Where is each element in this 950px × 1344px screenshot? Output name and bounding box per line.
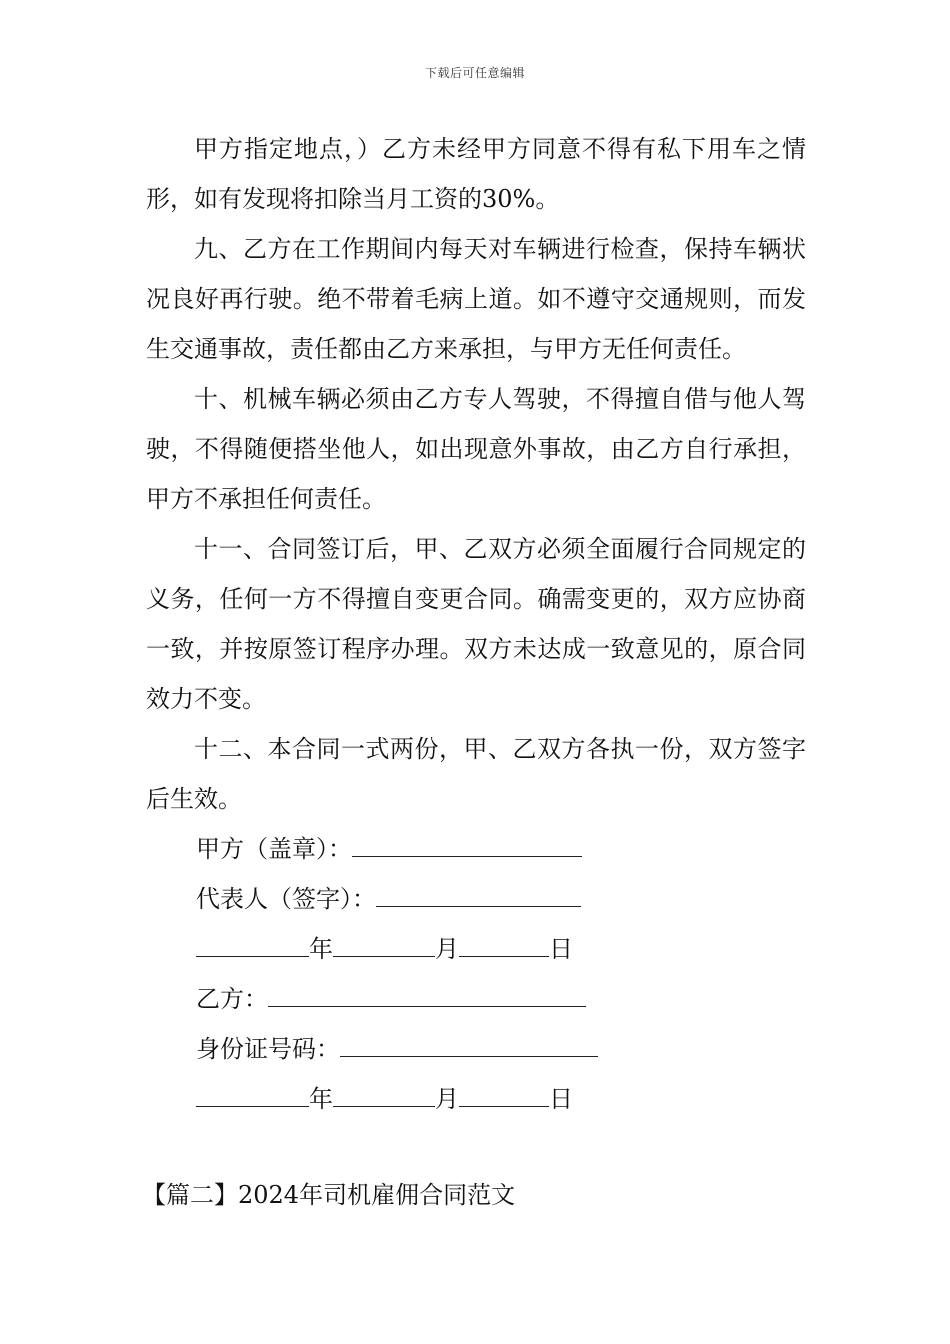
- day-blank: [459, 1080, 549, 1107]
- year-blank: [196, 930, 309, 957]
- year-label: 年: [309, 935, 333, 963]
- paragraph-clause-11: 十一、合同签订后，甲、乙双方必须全面履行合同规定的义务，任何一方不得擅自变更合同。确需变更的，双方应协商一致，并按原签订程序办理。双方未达成一致意见的，原合同效力不变。: [146, 535, 806, 713]
- representative-label: 代表人（签字）：: [196, 885, 376, 913]
- paragraph-vehicle-use: 甲方指定地点，）乙方未经甲方同意不得有私下用车之情形，如有发现将扣除当月工资的30%。: [146, 135, 806, 213]
- party-a-blank: [352, 830, 582, 857]
- page-header-note: 下载后可任意编辑: [424, 66, 525, 80]
- paragraph-clause-9: 九、乙方在工作期间内每天对车辆进行检查，保持车辆状况良好再行驶。绝不带着毛病上道。如不遵守交通规则，而发生交通事故，责任都由乙方来承担，与甲方无任何责任。: [146, 235, 806, 363]
- representative-line: [146, 874, 806, 924]
- paragraph-clause-12: 十二、本合同一式两份，甲、乙双方各执一份，双方签字后生效。: [146, 735, 806, 813]
- id-number-label: 身份证号码：: [196, 1035, 340, 1063]
- party-b-label: 乙方：: [196, 985, 268, 1013]
- month-label: 月: [435, 935, 459, 963]
- representative-blank: [376, 880, 581, 907]
- year-label: 年: [309, 1085, 333, 1113]
- month-blank: [333, 1080, 435, 1107]
- month-blank: [333, 930, 435, 957]
- paragraph-clause-10: 十、机械车辆必须由乙方专人驾驶，不得擅自借与他人驾驶，不得随便搭坐他人，如出现意外事故，由乙方自行承担，甲方不承担任何责任。: [146, 385, 806, 513]
- party-b-line: [146, 974, 806, 1024]
- day-blank: [459, 930, 549, 957]
- party-b-date-line: [146, 1074, 806, 1124]
- contract-body: [146, 124, 806, 1124]
- party-a-line: [146, 824, 806, 874]
- id-number-line: [146, 1024, 806, 1074]
- month-label: 月: [435, 1085, 459, 1113]
- party-a-label: 甲方（盖章）：: [196, 835, 352, 863]
- section-2-title: 【篇二】2024年司机雇佣合同范文: [142, 1181, 516, 1209]
- party-b-blank: [268, 980, 586, 1007]
- year-blank: [196, 1080, 309, 1107]
- day-label: 日: [549, 935, 573, 963]
- day-label: 日: [549, 1085, 573, 1113]
- signature-block: [146, 824, 806, 1124]
- party-a-date-line: [146, 924, 806, 974]
- id-number-blank: [340, 1030, 598, 1057]
